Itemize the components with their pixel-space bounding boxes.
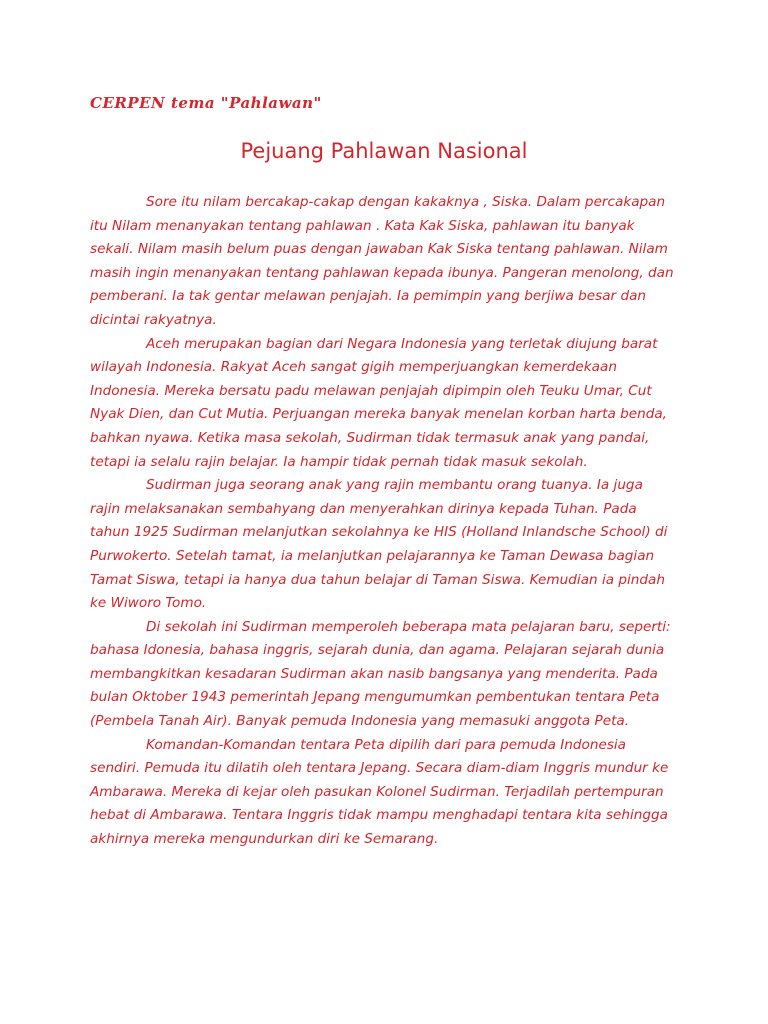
paragraph: Aceh merupakan bagian dari Negara Indonesia yang terletak diujung barat wilayah Indonesia. Rakyat Aceh sangat gigih memperjuangkan kemerdekaan Indonesia. Mereka bersatu padu melawan penjajah dipimpin oleh Teuku Umar, Cut Nyak Dien, dan Cut Mutia. Perjuangan mereka banyak menelan korban harta benda, bahkan nyawa. Ketika masa sekolah, Sudirman tidak termasuk anak yang pandai, tetapi ia selalu rajin belajar. Ia hampir tidak pernah tidak masuk sekolah. — [90, 335, 667, 470]
paragraph: Di sekolah ini Sudirman memperoleh beberapa mata pelajaran baru, seperti: bahasa Idonesia, bahasa inggris, sejarah dunia, dan agama. Pelajaran sejarah dunia membangkitkan kesadaran Sudirman akan nasib bangsanya yang menderita. Pada bulan Oktober 1943 pemerintah Jepang mengumumkan pembentukan tentara Peta (Pembela Tanah Air). Banyak pemuda Indonesia yang memasuki anggota Peta. — [90, 618, 671, 730]
paragraph: Sore itu nilam bercakap-cakap dengan kakaknya , Siska. Dalam percakapan itu Nilam menanyakan tentang pahlawan . Kata Kak Siska, pahlawan itu banyak sekali. Nilam masih belum puas dengan jawaban Kak Siska tentang pahlawan. Nilam masih ingin menanyakan tentang pahlawan kepada ibunya. Pangeran menolong, dan pemberani. Ia tak gentar melawan penjajah. Ia pemimpin yang berjiwa besar dan dicintai rakyatnya. — [90, 194, 674, 328]
story-body — [90, 191, 676, 852]
paragraph: Komandan-Komandan tentara Peta dipilih dari para pemuda Indonesia sendiri. Pemuda itu dilatih oleh tentara Jepang. Secara diam-diam Inggris mundur ke Ambarawa. Mereka di kejar oleh pasukan Kolonel Sudirman. Terjadilah pertempuran hebat di Ambarawa. Tentara Inggris tidak mampu menghadapi tentara kita sehingga akhirnya mereka mengundurkan diri ke Semarang. — [90, 736, 669, 848]
paragraph: Sudirman juga seorang anak yang rajin membantu orang tuanya. Ia juga rajin melaksanakan sembahyang dan menyerahkan dirinya kepada Tuhan. Pada tahun 1925 Sudirman melanjutkan sekolahnya ke HIS (Holland Inlandsche School) di Purwokerto. Setelah tamat, ia melanjutkan pelajarannya ke Taman Dewasa bagian Tamat Siswa, tetapi ia hanya dua tahun belajar di Taman Siswa. Kemudian ia pindah ke Wiworo Tomo. — [90, 477, 668, 612]
story-title: Pejuang Pahlawan Nasional — [240, 139, 528, 163]
genre-label: CERPEN tema "Pahlawan" — [90, 94, 322, 112]
